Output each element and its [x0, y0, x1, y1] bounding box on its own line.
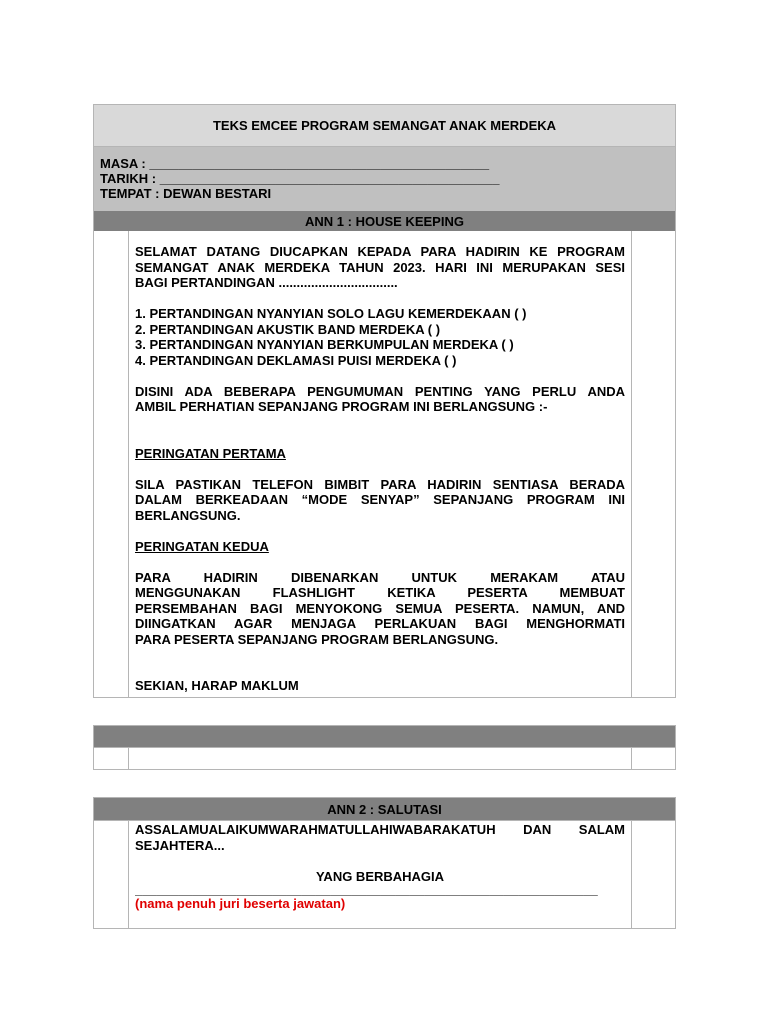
- list-item: 2. PERTANDINGAN AKUSTIK BAND MERDEKA ( ): [135, 321, 441, 337]
- intro-line: SELAMAT DATANG DIUCAPKAN KEPADA PARA HADIRIN KE PROGRAM: [135, 244, 625, 259]
- empty-body-row: [94, 747, 675, 770]
- warning2-line: PARA HADIRIN DIBENARKAN UNTUK MERAKAM ATAU: [135, 569, 625, 585]
- intro-line: SEMANGAT ANAK MERDEKA TAHUN 2023. HARI INI MERUPAKAN SESI: [135, 259, 625, 275]
- right-cell: [631, 231, 675, 698]
- warning1-line: SILA PASTIKAN TELEFON BIMBIT PARA HADIRIN SENTIASA BERADA: [135, 476, 625, 492]
- tempat-field: TEMPAT : DEWAN BESTARI: [100, 186, 272, 201]
- warning2-line: PARA PESERTA SEPANJANG PROGRAM BERLANGSUNG.: [135, 631, 499, 647]
- ann1-header: ANN 1 : HOUSE KEEPING: [94, 211, 675, 231]
- yang-berbahagia: YANG BERBAHAGIA: [315, 868, 445, 884]
- emcee-table-3: [93, 797, 676, 929]
- intro-line: BAGI PERTANDINGAN .................................: [135, 275, 398, 290]
- event-info: [94, 147, 675, 211]
- ann1-body-row: [94, 231, 675, 698]
- ann1-content: [129, 231, 631, 698]
- notice-line: DISINI ADA BEBERAPA PENGUMUMAN PENTING YANG PERLU ANDA: [135, 383, 625, 399]
- warning2-line: DIINGATKAN AGAR MENJAGA PERLAKUAN BAGI MENGHORMATI: [135, 616, 625, 631]
- name-blank: ________________________________________________________________: [135, 884, 598, 896]
- warning1-title: PERINGATAN PERTAMA: [135, 445, 286, 461]
- document-title: TEKS EMCEE PROGRAM SEMANGAT ANAK MERDEKA: [94, 105, 675, 147]
- notice-line: AMBIL PERHATIAN SEPANJANG PROGRAM INI BERLANGSUNG :-: [135, 399, 548, 414]
- empty-header: [94, 726, 675, 747]
- ann2-body-row: [94, 820, 675, 929]
- emcee-table-1: [93, 104, 676, 698]
- closing-line: SEKIAN, HARAP MAKLUM: [135, 678, 299, 693]
- greeting-line: SEJAHTERA...: [135, 837, 225, 853]
- warning2-title: PERINGATAN KEDUA: [135, 538, 269, 554]
- greeting-line: ASSALAMUALAIKUMWARAHMATULLAHIWABARAKATUH DAN SALAM: [135, 822, 625, 837]
- masa-field: MASA : _______________________________________________: [100, 156, 490, 171]
- right-cell: [631, 748, 675, 770]
- ann2-header: ANN 2 : SALUTASI: [94, 798, 675, 820]
- left-cell: [94, 748, 129, 770]
- warning1-line: DALAM BERKEADAAN “MODE SENYAP” SEPANJANG PROGRAM INI: [135, 492, 625, 507]
- right-cell: [631, 821, 675, 929]
- tarikh-field: TARIKH : _______________________________________________: [100, 171, 500, 186]
- list-item: 1. PERTANDINGAN NYANYIAN SOLO LAGU KEMERDEKAAN ( ): [135, 306, 527, 321]
- empty-content: [129, 748, 631, 770]
- left-cell: [94, 231, 129, 698]
- list-item: 4. PERTANDINGAN DEKLAMASI PUISI MERDEKA ( ): [135, 352, 457, 368]
- warning1-line: BERLANGSUNG.: [135, 507, 241, 523]
- list-item: 3. PERTANDINGAN NYANYIAN BERKUMPULAN MERDEKA ( ): [135, 337, 514, 352]
- jury-note: (nama penuh juri beserta jawatan): [135, 896, 346, 911]
- ann2-content: [129, 821, 631, 929]
- emcee-table-2: [93, 725, 676, 770]
- warning2-line: MENGGUNAKAN FLASHLIGHT KETIKA PESERTA MEMBUAT: [135, 585, 625, 600]
- left-cell: [94, 821, 129, 929]
- warning2-line: PERSEMBAHAN BAGI MENYOKONG SEMUA PESERTA. NAMUN, AND: [135, 600, 625, 616]
